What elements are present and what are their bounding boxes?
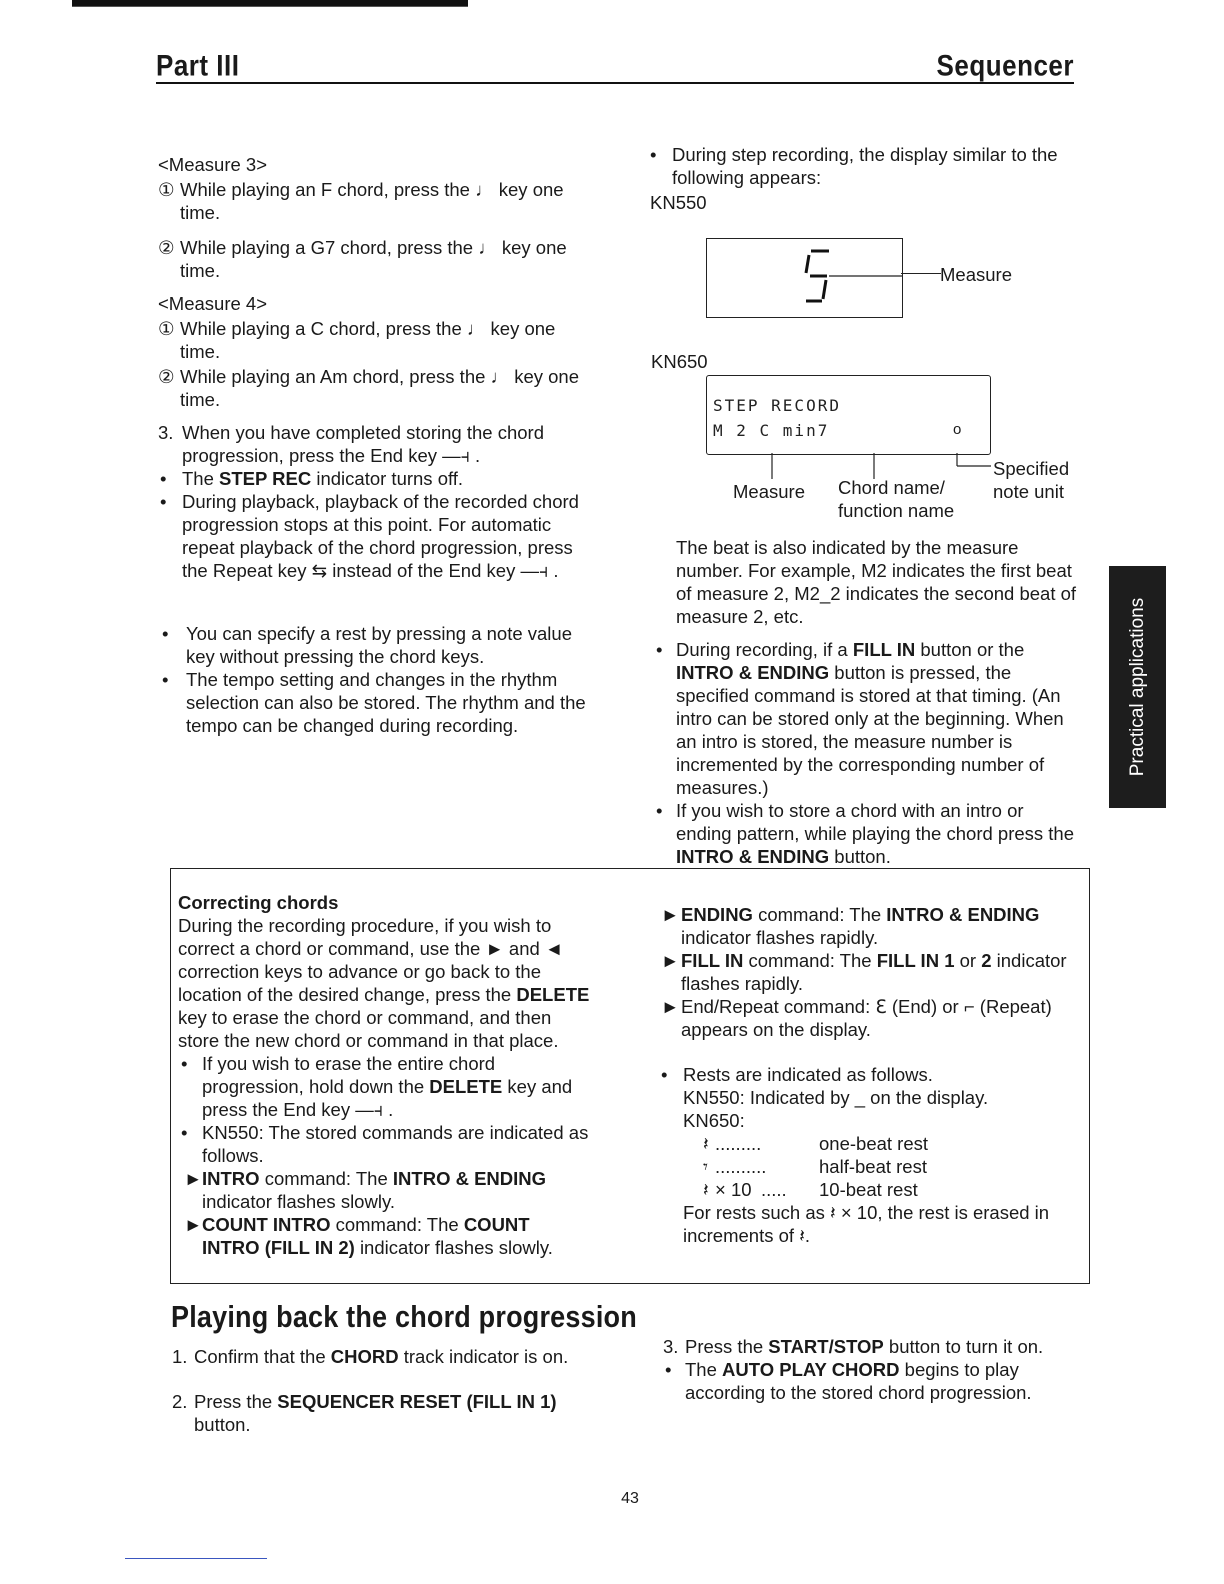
half-note-icon: ♩	[475, 179, 494, 200]
top-bar-line	[72, 6, 468, 7]
circled-one-icon: ①	[158, 179, 175, 200]
bullet-dot: •	[656, 800, 663, 821]
repeat-segment-icon: ⌐	[963, 996, 975, 1017]
playback-right	[663, 1335, 1093, 1404]
repeat-key-icon: ⇆	[311, 560, 328, 581]
playback-step1: 1. Confirm that the CHORD track indicator is on.	[172, 1346, 569, 1367]
bullet-dot: •	[160, 468, 167, 489]
right-column	[650, 143, 1082, 214]
circled-two-icon: ②	[158, 237, 175, 258]
half-note-icon: ♩	[490, 366, 510, 387]
bullet-step-rec: • The STEP REC indicator turns off.	[160, 468, 464, 489]
kn550-label: KN550	[650, 192, 707, 213]
playback-step3: 3. Press the START/STOP button to turn it on.	[663, 1336, 1044, 1357]
triangle-bullet-icon: ►	[184, 1168, 203, 1189]
advance-arrow-icon: ►	[485, 938, 504, 959]
bullet-step-display: • During step recording, the display similar to the following appears:	[650, 144, 1058, 188]
bullet-dot: •	[656, 639, 663, 660]
bullet-dot: •	[661, 1064, 668, 1085]
callout-chord-name: Chord name/ function name	[838, 477, 955, 521]
box-end-repeat-command: ► End/Repeat command: Ꜫ (End) or ⌐ (Repeat) appears on the display.	[661, 996, 1052, 1040]
playback-step3-bullet: • The AUTO PLAY CHORD begins to play according to the stored chord progression.	[665, 1359, 1032, 1403]
seven-segment-digit	[707, 239, 902, 317]
quarter-rest-icon: 𝄽	[799, 1225, 805, 1246]
page-number: 43	[621, 1490, 639, 1507]
step3: 3. When you have completed storing the chord progression, press the End key —⫞ .	[158, 422, 544, 466]
callout-measure: Measure	[733, 481, 805, 502]
rest-row-ten-beat: 𝄽 × 10 ..... 10-beat rest	[703, 1179, 918, 1200]
bullet-intro-ending: • If you wish to store a chord with an intro or ending pattern, while playing the chord press the INTRO & ENDING button.	[656, 800, 1075, 867]
box-bullet-kn550: • KN550: The stored commands are indicated as follows.	[181, 1122, 589, 1166]
playback-step2: 2. Press the SEQUENCER RESET (FILL IN 1) button.	[172, 1391, 557, 1435]
kn550-measure-label: Measure	[940, 264, 1012, 285]
quarter-rest-icon: 𝄽	[703, 1133, 709, 1154]
side-tab	[1109, 566, 1166, 808]
whole-note-icon: o	[953, 421, 962, 438]
measure4-heading: <Measure 4>	[158, 293, 268, 314]
m4-step1: ① While playing a C chord, press the ♩ key one time.	[158, 318, 556, 362]
eighth-rest-icon: 𝄾	[703, 1156, 708, 1177]
rest-row-one-beat: 𝄽 ......... one-beat rest	[703, 1133, 929, 1154]
beat-paragraph: The beat is also indicated by the measure number. For example, M2 indicates the first beat of measure 2, M2_2 indicates the second beat of measure 2, etc.	[676, 537, 1077, 627]
half-note-icon: ♩	[478, 237, 497, 258]
triangle-bullet-icon: ►	[661, 904, 680, 925]
bullet-rest: • You can specify a rest by pressing a note value key without pressing the chord keys.	[162, 623, 572, 667]
end-segment-icon: Ꜫ	[875, 996, 887, 1017]
kn550-callout-line	[901, 273, 941, 274]
m3-step1: ① While playing an F chord, press the ♩ key one time.	[158, 179, 564, 223]
box-intro-command: ► INTRO command: The INTRO & ENDING indicator flashes slowly.	[184, 1168, 547, 1212]
bullet-dot: •	[181, 1122, 188, 1143]
measure3-heading: <Measure 3>	[158, 154, 268, 175]
end-key-icon: —⫞ .	[355, 1099, 394, 1120]
footer-line	[125, 1558, 267, 1559]
playback-left	[172, 1345, 612, 1436]
back-arrow-icon: ◄	[544, 938, 564, 959]
box-fill-in-command: ► FILL IN command: The FILL IN 1 or 2 indicator flashes rapidly.	[661, 950, 1067, 994]
box-rests: • Rests are indicated as follows. KN550: Indicated by _ on the display. KN650: 𝄽 ......... one-beat rest 𝄾 .......... half-beat rest 𝄽 × 10 ..... 10-beat rest For rests such as 𝄽 × 10, the rest is erased in increments of 𝄽.	[661, 1063, 1079, 1247]
bullet-playback: • During playback, playback of the recorded chord progression stops at this point. For automatic repeat playback of the chord progression, press the Repeat key ⇆ instead of the End key —⫞ .	[160, 491, 579, 581]
quarter-rest-icon: 𝄽	[703, 1179, 709, 1200]
kn650-display	[706, 375, 991, 455]
header-rule	[156, 82, 1074, 84]
box-count-intro-command: ► COUNT INTRO command: The COUNT INTRO (FILL IN 2) indicator flashes slowly.	[184, 1214, 553, 1258]
box-paragraph: During the recording procedure, if you wish to correct a chord or command, use the ► and ◄ correction keys to advance or go back to the location of the desired change, press the DELETE key to erase the chord or command, and then store the new chord or command in that place.	[178, 915, 590, 1051]
circled-two-icon: ②	[158, 366, 175, 387]
side-tab-label: Practical applications	[1127, 597, 1148, 777]
box-title: Correcting chords	[178, 892, 339, 913]
header-section: Sequencer	[936, 47, 1074, 83]
lcd-line2: M 2 C min7	[713, 421, 830, 440]
callout-note-unit: Specified note unit	[993, 458, 1070, 502]
kn550-display	[706, 238, 903, 318]
m3-step2: ② While playing a G7 chord, press the ♩ key one time.	[158, 237, 567, 281]
bullet-dot: •	[162, 669, 169, 690]
bullet-tempo: • The tempo setting and changes in the rhythm selection can also be stored. The rhythm and the tempo can be changed during recording.	[162, 669, 586, 736]
triangle-bullet-icon: ►	[661, 950, 680, 971]
box-bullet-erase: • If you wish to erase the entire chord progression, hold down the DELETE key and press the End key —⫞ .	[181, 1053, 573, 1120]
rest-row-half-beat: 𝄾 .......... half-beat rest	[703, 1156, 927, 1177]
bullet-dot: •	[650, 144, 657, 165]
left-column	[158, 153, 590, 737]
triangle-bullet-icon: ►	[184, 1214, 203, 1235]
circled-one-icon: ①	[158, 318, 175, 339]
end-key-icon: —⫞ .	[442, 445, 481, 466]
box-left	[178, 891, 592, 1259]
bullet-dot: •	[162, 623, 169, 644]
right-column-lower	[656, 536, 1083, 868]
bullet-dot: •	[181, 1053, 188, 1074]
playback-title: Playing back the chord progression	[171, 1300, 637, 1334]
bullet-dot: •	[665, 1359, 672, 1380]
end-key-icon: —⫞ .	[520, 560, 559, 581]
bullet-fill-in: • During recording, if a FILL IN button or the INTRO & ENDING button is pressed, the specified command is stored at that timing. (An intro can be stored only at the beginning. When an intro is stored, the measure number is incremented by the corresponding number of measures.)	[656, 639, 1064, 798]
bullet-dot: •	[160, 491, 167, 512]
triangle-bullet-icon: ►	[661, 996, 680, 1017]
lcd-line1: STEP RECORD	[713, 396, 841, 415]
quarter-rest-icon: 𝄽	[830, 1202, 836, 1223]
correcting-chords-box	[170, 868, 1090, 1284]
rest-note: For rests such as 𝄽 × 10, the rest is erased in increments of 𝄽.	[683, 1202, 1050, 1246]
box-right	[661, 903, 1079, 1247]
m4-step2: ② While playing an Am chord, press the ♩ key one time.	[158, 366, 579, 410]
header-part: Part III	[156, 47, 240, 83]
kn650-label: KN650	[651, 351, 708, 372]
box-ending-command: ► ENDING command: The INTRO & ENDING indicator flashes rapidly.	[661, 904, 1040, 948]
half-note-icon: ♩	[466, 318, 486, 339]
